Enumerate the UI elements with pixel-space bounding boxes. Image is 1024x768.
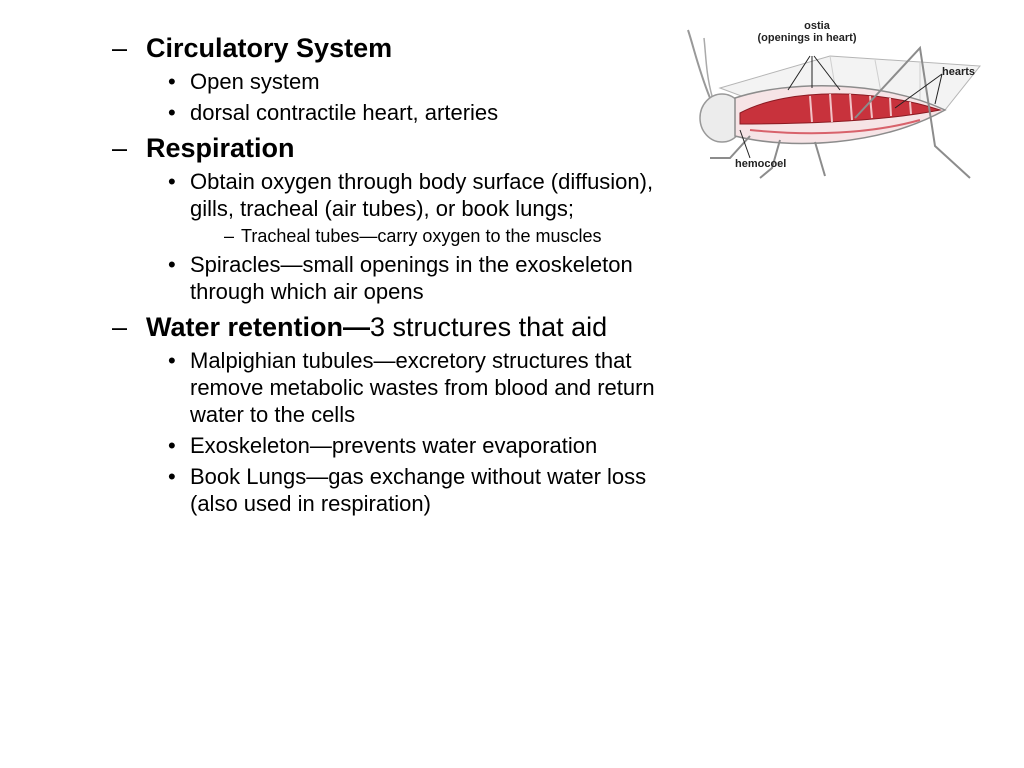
circulatory-title: Circulatory System bbox=[146, 33, 393, 63]
dash-marker: – bbox=[112, 312, 128, 342]
bullet-text: dorsal contractile heart, arteries bbox=[190, 100, 499, 125]
bullet-open-system bbox=[112, 68, 672, 95]
water-title: Water retention— bbox=[146, 312, 371, 342]
bullet-text: Open system bbox=[190, 69, 320, 94]
bullet-text: Exoskeleton—prevents water evaporation bbox=[190, 433, 598, 458]
bullet-marker: • bbox=[168, 348, 176, 373]
subbullet-tracheal bbox=[112, 225, 672, 247]
dash-marker: – bbox=[112, 33, 128, 63]
bullet-book-lungs bbox=[112, 463, 672, 517]
bullet-text: Malpighian tubules—excretory structures that remove metabolic wastes from blood and return water to the cells bbox=[190, 348, 655, 427]
dash-marker: – bbox=[224, 226, 235, 246]
bullet-list bbox=[112, 26, 672, 517]
bullet-marker: • bbox=[168, 169, 176, 194]
label-ostia-title: ostia bbox=[804, 20, 830, 32]
grasshopper-figure bbox=[680, 18, 990, 188]
bullet-marker: • bbox=[168, 464, 176, 489]
dash-marker: – bbox=[112, 133, 128, 163]
label-hearts: hearts bbox=[942, 66, 976, 78]
bullet-text: Spiracles—small openings in the exoskeleton through which air opens bbox=[190, 252, 633, 304]
label-hemocoel: hemocoel bbox=[735, 158, 787, 170]
bullet-marker: • bbox=[168, 100, 176, 125]
bullet-marker: • bbox=[168, 252, 176, 277]
subbullet-text: Tracheal tubes—carry oxygen to the muscles bbox=[241, 226, 602, 246]
bullet-exoskeleton bbox=[112, 432, 672, 459]
bullet-spiracles bbox=[112, 251, 672, 305]
bullet-text: Obtain oxygen through body surface (diffusion), gills, tracheal (air tubes), or book lungs; bbox=[190, 169, 654, 221]
water-title-rest: 3 structures that aid bbox=[370, 312, 608, 342]
bullet-text: Book Lungs—gas exchange without water loss (also used in respiration) bbox=[190, 464, 647, 516]
respiration-title: Respiration bbox=[146, 133, 295, 163]
bullet-marker: • bbox=[168, 433, 176, 458]
heading-respiration bbox=[112, 132, 672, 164]
heading-circulatory bbox=[112, 32, 672, 64]
bullet-malpighian bbox=[112, 347, 672, 428]
bullet-marker: • bbox=[168, 69, 176, 94]
label-ostia-subtitle: (openings in heart) bbox=[757, 32, 857, 44]
bullet-oxygen bbox=[112, 168, 672, 222]
bullet-heart bbox=[112, 99, 672, 126]
heading-water-retention bbox=[112, 311, 672, 343]
label-ostia bbox=[757, 20, 862, 44]
